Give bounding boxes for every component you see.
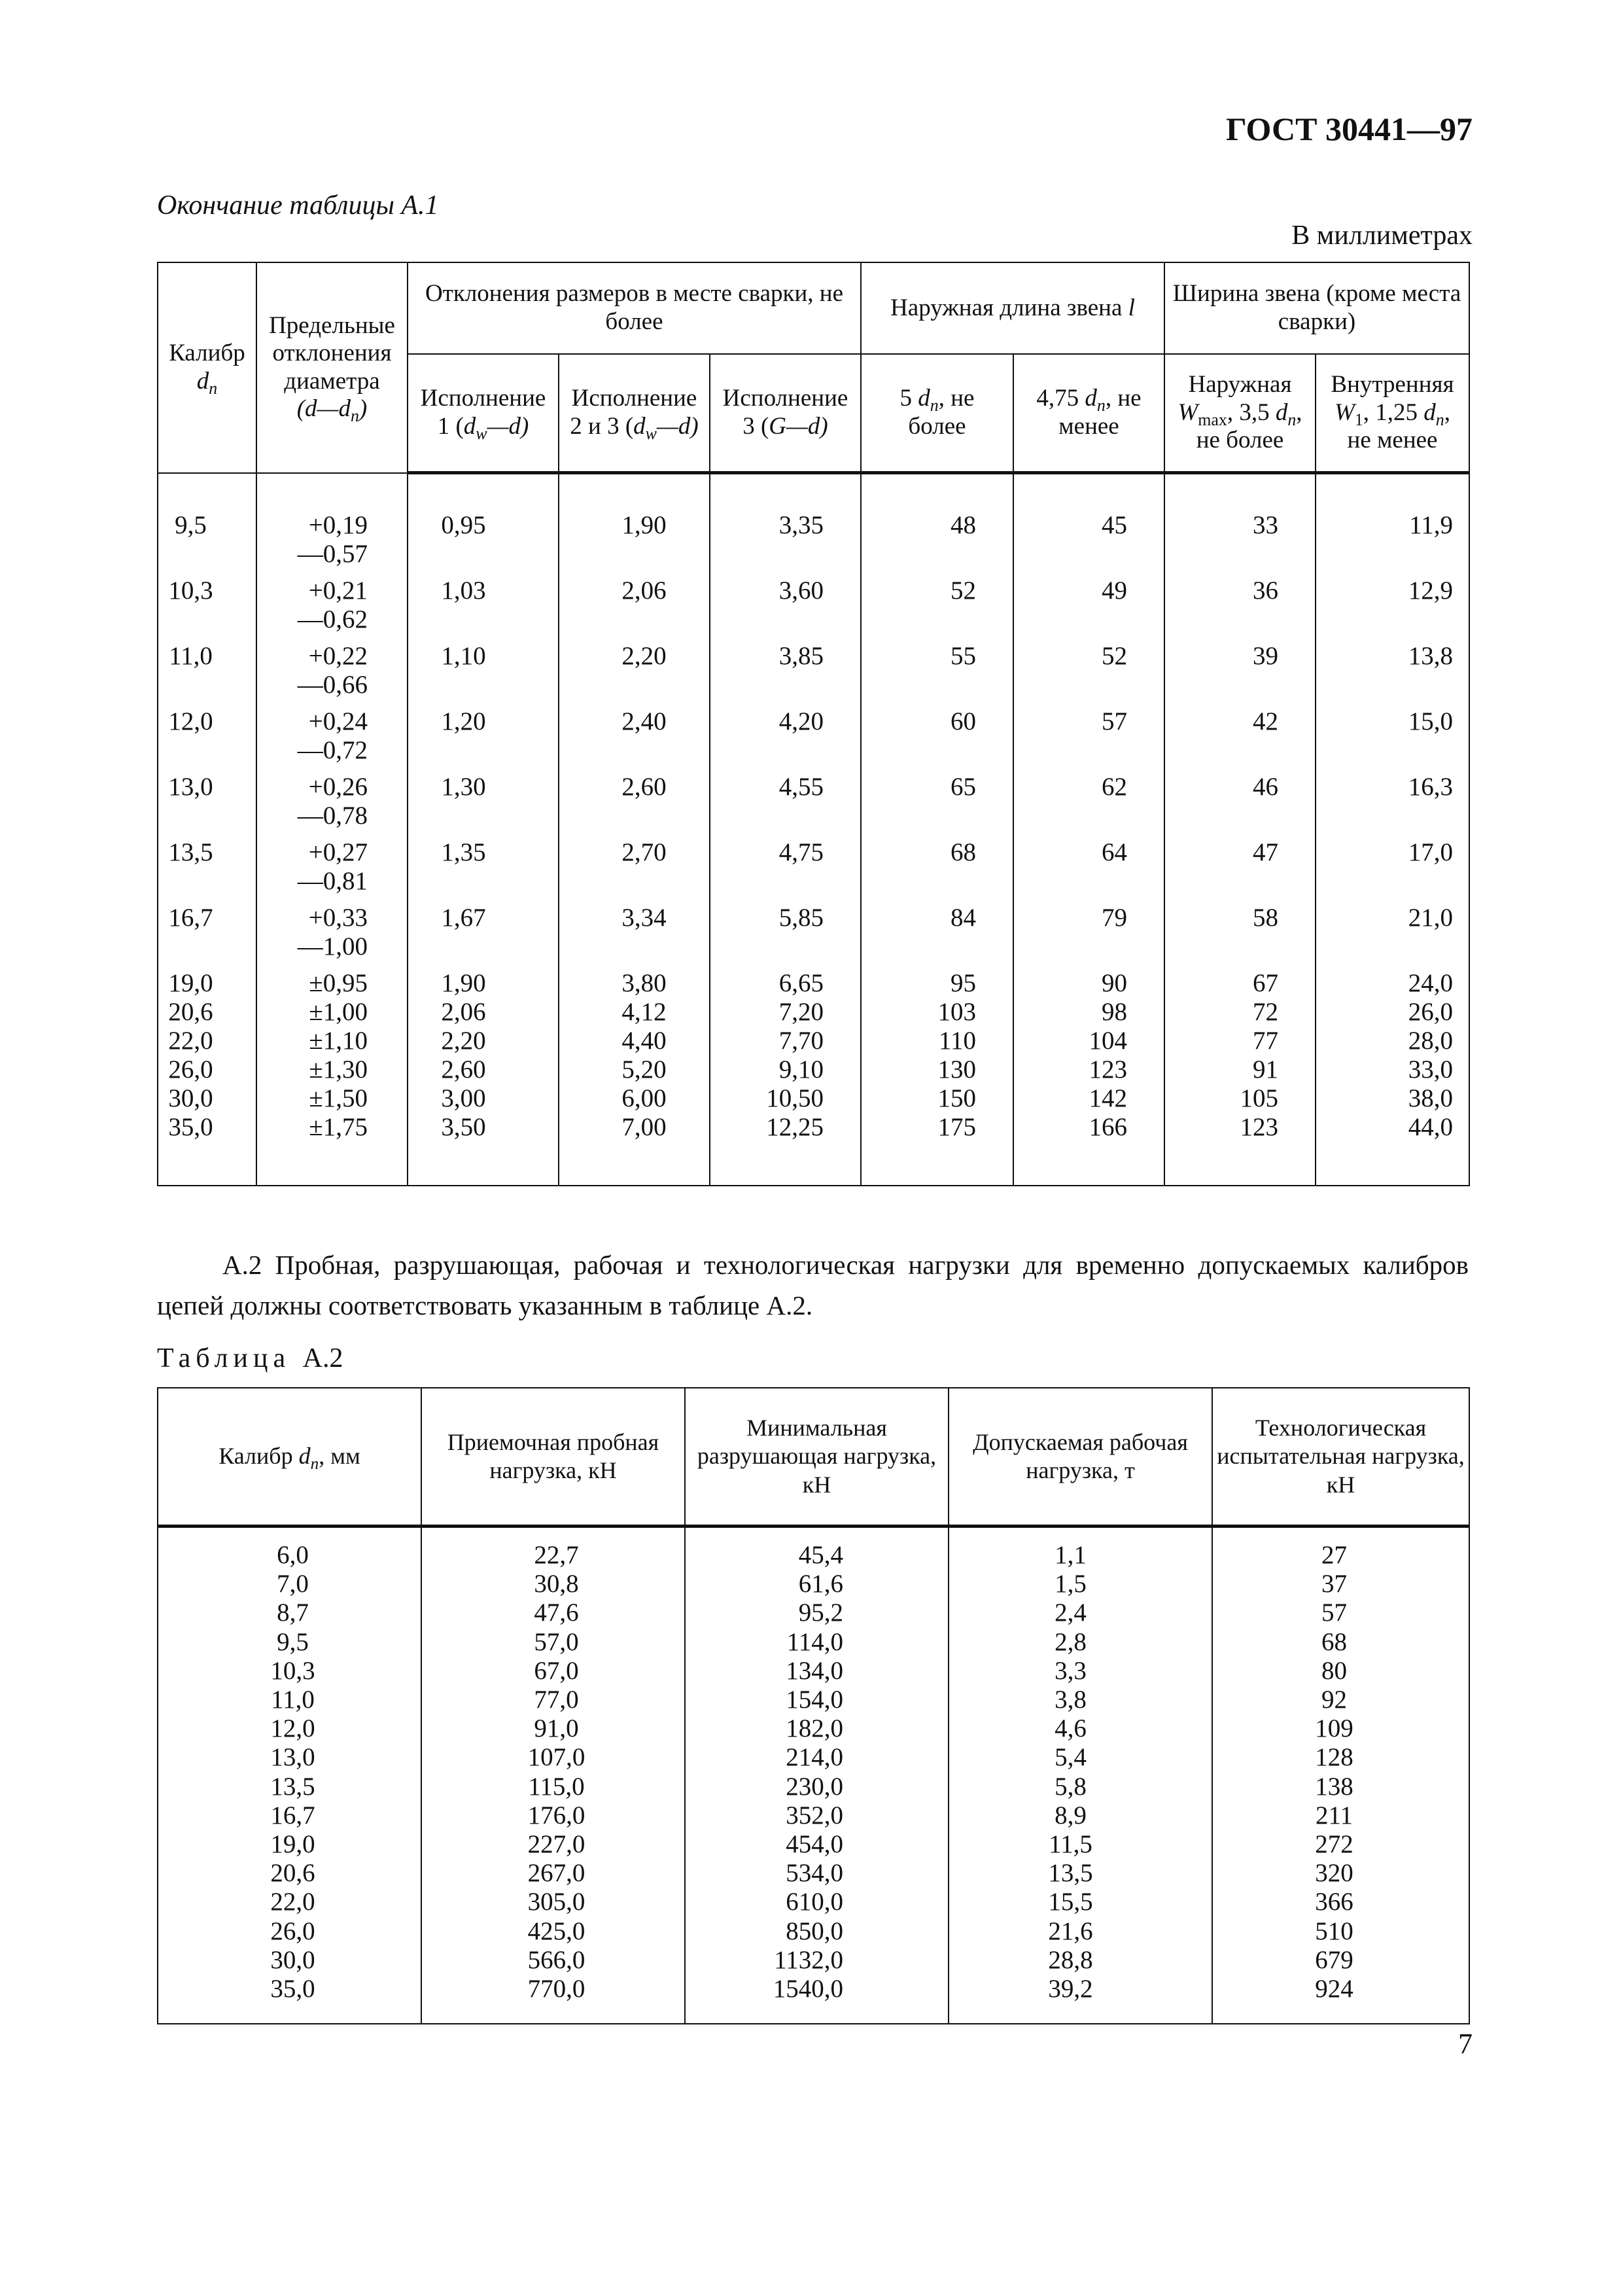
table-cell-break: 114,0 <box>685 1628 949 1657</box>
table-cell-cal: 11,0 <box>158 1686 421 1714</box>
col-header-weld-deviation: Отклонения размеров в месте сварки, не более <box>408 262 861 354</box>
table-cell-cal: 35,0 <box>158 1975 421 2004</box>
table-cell-tech: 68 <box>1212 1628 1469 1657</box>
table-cell-tech: 510 <box>1212 1917 1469 1946</box>
col-header-execution-2-3: Исполнение 2 и 3 $(d_w—d)$ <box>559 354 710 473</box>
table-cell-tech: 320 <box>1212 1859 1469 1888</box>
table-cell-proof: 57,0 <box>421 1628 685 1657</box>
table-cell-proof: 267,0 <box>421 1859 685 1888</box>
table-cell-break: 45,4 <box>685 1541 949 1570</box>
units-note: В миллиметрах <box>1291 221 1473 251</box>
table-row: 22,0 ±1,10 2,20 4,40 7,70 110 104 77 28,0 <box>158 1027 1469 1055</box>
table-row: 10,3 +0,21 —0,62 1,03 2,06 3,60 52 49 36 12,9 <box>158 576 1469 642</box>
table-cell-work: 1,5 <box>949 1570 1212 1598</box>
table-cell-proof: 770,0 <box>421 1975 685 2004</box>
table-row <box>158 1801 1469 1830</box>
table-cell-tech: 80 <box>1212 1657 1469 1686</box>
col-header-proof-load: Приемочная пробная нагрузка, кН <box>421 1388 685 1527</box>
table-cell-cal: 13,0 <box>158 1743 421 1772</box>
table-cell-break: 534,0 <box>685 1859 949 1888</box>
table-cell-work: 3,3 <box>949 1657 1212 1686</box>
table-cell-cal: 7,0 <box>158 1570 421 1598</box>
table-cell-work: 39,2 <box>949 1975 1212 2004</box>
col-header-link-width: Ширина звена (кроме места сварки) <box>1164 262 1469 354</box>
col-header-working-load: Допускаемая рабочая нагрузка, т <box>949 1388 1212 1527</box>
standard-designation: ГОСТ 30441—97 <box>1225 111 1473 147</box>
table-cell-cal: 20,6 <box>158 1859 421 1888</box>
paragraph-a2: А.2 Пробная, разрушающая, рабочая и технологическая нагрузки для временно допускаемых калибров цепей должны соответствовать указанным в таблице А.2. <box>157 1250 1469 1320</box>
table-cell-cal: 9,5 <box>158 1628 421 1657</box>
table-row <box>158 1946 1469 1975</box>
table-cell-proof: 227,0 <box>421 1830 685 1859</box>
table-row <box>158 1917 1469 1946</box>
col-header-outer-length: Наружная длина звена l <box>861 262 1164 354</box>
table-a1 <box>157 262 1470 1186</box>
table-cell-tech: 109 <box>1212 1714 1469 1743</box>
table-row <box>158 1859 1469 1888</box>
table-cell-work: 13,5 <box>949 1859 1212 1888</box>
table-cell-proof: 107,0 <box>421 1743 685 1772</box>
col-header-breaking-load: Минимальная разрушающая нагрузка, кН <box>685 1388 949 1527</box>
table-row <box>158 1628 1469 1657</box>
col-header-caliber: Калибр $d_n$ <box>158 262 256 473</box>
col-header-length-475dn: 4,75 $d_n$, не менее <box>1013 354 1164 473</box>
table-cell-cal: 6,0 <box>158 1541 421 1570</box>
table-cell-proof: 566,0 <box>421 1946 685 1975</box>
table-row: 9,5 +0,19 —0,57 0,95 1,90 3,35 48 45 33 11,9 <box>158 511 1469 576</box>
table-cell-break: 134,0 <box>685 1657 949 1686</box>
table-cell-work: 28,8 <box>949 1946 1212 1975</box>
page-number: 7 <box>1458 2028 1473 2060</box>
col-header-tech-load: Технологическая испытательная нагрузка, кН <box>1212 1388 1469 1527</box>
table-row <box>158 1888 1469 1916</box>
table-row: 16,7 +0,33 —1,00 1,67 3,34 5,85 84 79 58 21,0 <box>158 904 1469 969</box>
table-row <box>158 1975 1469 2004</box>
table-cell-work: 2,4 <box>949 1598 1212 1627</box>
table-cell-proof: 22,7 <box>421 1541 685 1570</box>
table-cell-work: 11,5 <box>949 1830 1212 1859</box>
table-cell-proof: 305,0 <box>421 1888 685 1916</box>
table-cell-work: 4,6 <box>949 1714 1212 1743</box>
table-cell-break: 214,0 <box>685 1743 949 1772</box>
table-cell-cal: 19,0 <box>158 1830 421 1859</box>
table-cell-proof: 115,0 <box>421 1773 685 1801</box>
table-row: 35,0 ±1,75 3,50 7,00 12,25 175 166 123 44,0 <box>158 1113 1469 1142</box>
table-cell-work: 21,6 <box>949 1917 1212 1946</box>
table-cell-cal: 30,0 <box>158 1946 421 1975</box>
table-cell-break: 182,0 <box>685 1714 949 1743</box>
table-cell-cal: 13,5 <box>158 1773 421 1801</box>
table-a2-caption: Таблица А.2 <box>157 1343 343 1373</box>
table-cell-proof: 176,0 <box>421 1801 685 1830</box>
table-row: 13,5 +0,27 —0,81 1,35 2,70 4,75 68 64 47 17,0 <box>158 838 1469 904</box>
col-header-length-5dn: 5 $d_n$, не более <box>861 354 1013 473</box>
table-cell-cal: 12,0 <box>158 1714 421 1743</box>
table-cell-break: 61,6 <box>685 1570 949 1598</box>
table-cell-cal: 22,0 <box>158 1888 421 1916</box>
table-cell-cal: 16,7 <box>158 1801 421 1830</box>
table-cell-work: 15,5 <box>949 1888 1212 1916</box>
table-cell-break: 154,0 <box>685 1686 949 1714</box>
table-row: 30,0 ±1,50 3,00 6,00 10,50 150 142 105 38,0 <box>158 1084 1469 1113</box>
table-cell-break: 352,0 <box>685 1801 949 1830</box>
table-cell-tech: 57 <box>1212 1598 1469 1627</box>
table-cell-cal: 26,0 <box>158 1917 421 1946</box>
table-row <box>158 1743 1469 1772</box>
table-cell-proof: 47,6 <box>421 1598 685 1627</box>
table-cell-proof: 67,0 <box>421 1657 685 1686</box>
table-row: 11,0 +0,22 —0,66 1,10 2,20 3,85 55 52 39 13,8 <box>158 642 1469 707</box>
table-cell-tech: 679 <box>1212 1946 1469 1975</box>
table-a2 <box>157 1387 1470 2024</box>
table-cell-break: 1132,0 <box>685 1946 949 1975</box>
table-row <box>158 1830 1469 1859</box>
table-cell-tech: 92 <box>1212 1686 1469 1714</box>
table-row <box>158 1541 1469 1570</box>
table-cell-tech: 128 <box>1212 1743 1469 1772</box>
table-cell-cal: 10,3 <box>158 1657 421 1686</box>
table-cell-break: 850,0 <box>685 1917 949 1946</box>
table-cell-work: 3,8 <box>949 1686 1212 1714</box>
table-cell-break: 610,0 <box>685 1888 949 1916</box>
table-cell-tech: 924 <box>1212 1975 1469 2004</box>
table-row: 19,0 ±0,95 1,90 3,80 6,65 95 90 67 24,0 <box>158 969 1469 998</box>
table-row <box>158 1657 1469 1686</box>
table-cell-break: 95,2 <box>685 1598 949 1627</box>
table-row <box>158 1570 1469 1598</box>
table-cell-proof: 77,0 <box>421 1686 685 1714</box>
table-row: 13,0 +0,26 —0,78 1,30 2,60 4,55 65 62 46 16,3 <box>158 773 1469 838</box>
table-row: 12,0 +0,24 —0,72 1,20 2,40 4,20 60 57 42 15,0 <box>158 707 1469 773</box>
table-cell-tech: 211 <box>1212 1801 1469 1830</box>
table-cell-work: 2,8 <box>949 1628 1212 1657</box>
table-cell-proof: 91,0 <box>421 1714 685 1743</box>
table-cell-proof: 425,0 <box>421 1917 685 1946</box>
col-header-tolerance: Предельные отклонения диаметра $(d—d_n)$ <box>256 262 408 473</box>
table-cell-break: 1540,0 <box>685 1975 949 2004</box>
table-cell-break: 230,0 <box>685 1773 949 1801</box>
table-cell-work: 1,1 <box>949 1541 1212 1570</box>
table-cell-proof: 30,8 <box>421 1570 685 1598</box>
table-continuation-caption: Окончание таблицы А.1 <box>157 190 439 221</box>
table-cell-work: 5,8 <box>949 1773 1212 1801</box>
table-row <box>158 1714 1469 1743</box>
col-header-caliber: Калибр $d_n$, мм <box>158 1388 421 1527</box>
table-cell-cal: 8,7 <box>158 1598 421 1627</box>
table-cell-tech: 272 <box>1212 1830 1469 1859</box>
table-cell-break: 454,0 <box>685 1830 949 1859</box>
table-cell-tech: 366 <box>1212 1888 1469 1916</box>
table-cell-work: 5,4 <box>949 1743 1212 1772</box>
table-cell-tech: 138 <box>1212 1773 1469 1801</box>
table-row <box>158 1773 1469 1801</box>
table-row <box>158 1598 1469 1627</box>
table-cell-tech: 27 <box>1212 1541 1469 1570</box>
table-row: 20,6 ±1,00 2,06 4,12 7,20 103 98 72 26,0 <box>158 998 1469 1027</box>
table-row <box>158 1686 1469 1714</box>
col-header-inner-width: Внутренняя $W_1$, 1,25 $d_n$, не менее <box>1316 354 1469 473</box>
col-header-execution-1: Исполнение 1 $(d_w—d)$ <box>408 354 559 473</box>
table-cell-work: 8,9 <box>949 1801 1212 1830</box>
col-header-execution-3: Исполнение 3 (G—d) <box>710 354 861 473</box>
table-cell-tech: 37 <box>1212 1570 1469 1598</box>
table-row: 26,0 ±1,30 2,60 5,20 9,10 130 123 91 33,0 <box>158 1055 1469 1084</box>
col-header-outer-width: Наружная $W_{max}$, 3,5 $d_n$, не более <box>1164 354 1316 473</box>
